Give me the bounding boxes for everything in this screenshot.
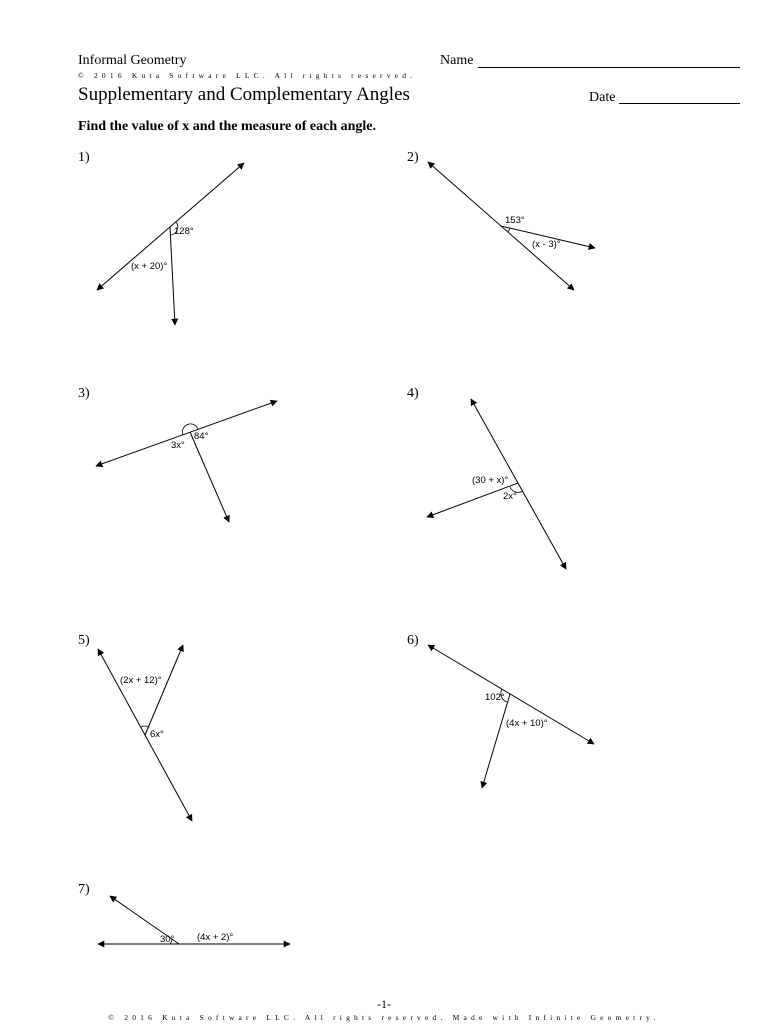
problem-7-number: 7) (78, 882, 90, 897)
page-number: -1- (377, 997, 391, 1011)
p2-angle-arc (508, 228, 510, 232)
p4-label-b: 2x° (503, 491, 517, 502)
instructions: Find the value of x and the measure of each angle. (78, 119, 377, 134)
p5-angle-arc (141, 726, 149, 727)
p6-label-b: (4x + 10)° (506, 718, 548, 729)
p2-label-a: 153° (505, 215, 525, 226)
problem-3-number: 3) (78, 386, 90, 401)
p1-label-a: 128° (174, 226, 194, 237)
p2-label-b: (x - 3)° (532, 239, 561, 250)
problem-6-number: 6) (407, 633, 419, 648)
date-label: Date (589, 90, 616, 105)
p6-label-a: 102° (485, 692, 505, 703)
p3-line (96, 401, 277, 466)
p1-label-b: (x + 20)° (131, 261, 168, 272)
course-title: Informal Geometry (78, 53, 187, 68)
p6-ray (482, 694, 510, 788)
p6-line (428, 645, 594, 744)
p3-label-a: 3x° (171, 440, 185, 451)
p7-label-a: 30° (160, 934, 175, 945)
copyright-notice-bottom: © 2016 Kuta Software LLC. All rights reserved. Made with Infinite Geometry. (108, 1013, 660, 1022)
p5-label-b: 6x° (150, 729, 164, 740)
p1-ray (170, 227, 175, 325)
problem-2-number: 2) (407, 150, 419, 165)
problem-4-number: 4) (407, 386, 419, 401)
p7-label-b: (4x + 2)° (197, 932, 234, 943)
p3-label-b: 84° (194, 431, 209, 442)
problem-1-number: 1) (78, 150, 90, 165)
p3-ray (190, 432, 229, 522)
p5-ray (145, 645, 183, 735)
copyright-notice-top: © 2016 Kuta Software LLC. All rights reserved. (78, 71, 417, 80)
p1-line (97, 163, 244, 290)
name-label: Name (440, 53, 474, 68)
p5-label-a: (2x + 12)° (120, 675, 162, 686)
problem-5-number: 5) (78, 633, 90, 648)
p4-label-a: (30 + x)° (472, 475, 509, 486)
worksheet-title: Supplementary and Complementary Angles (78, 84, 410, 105)
